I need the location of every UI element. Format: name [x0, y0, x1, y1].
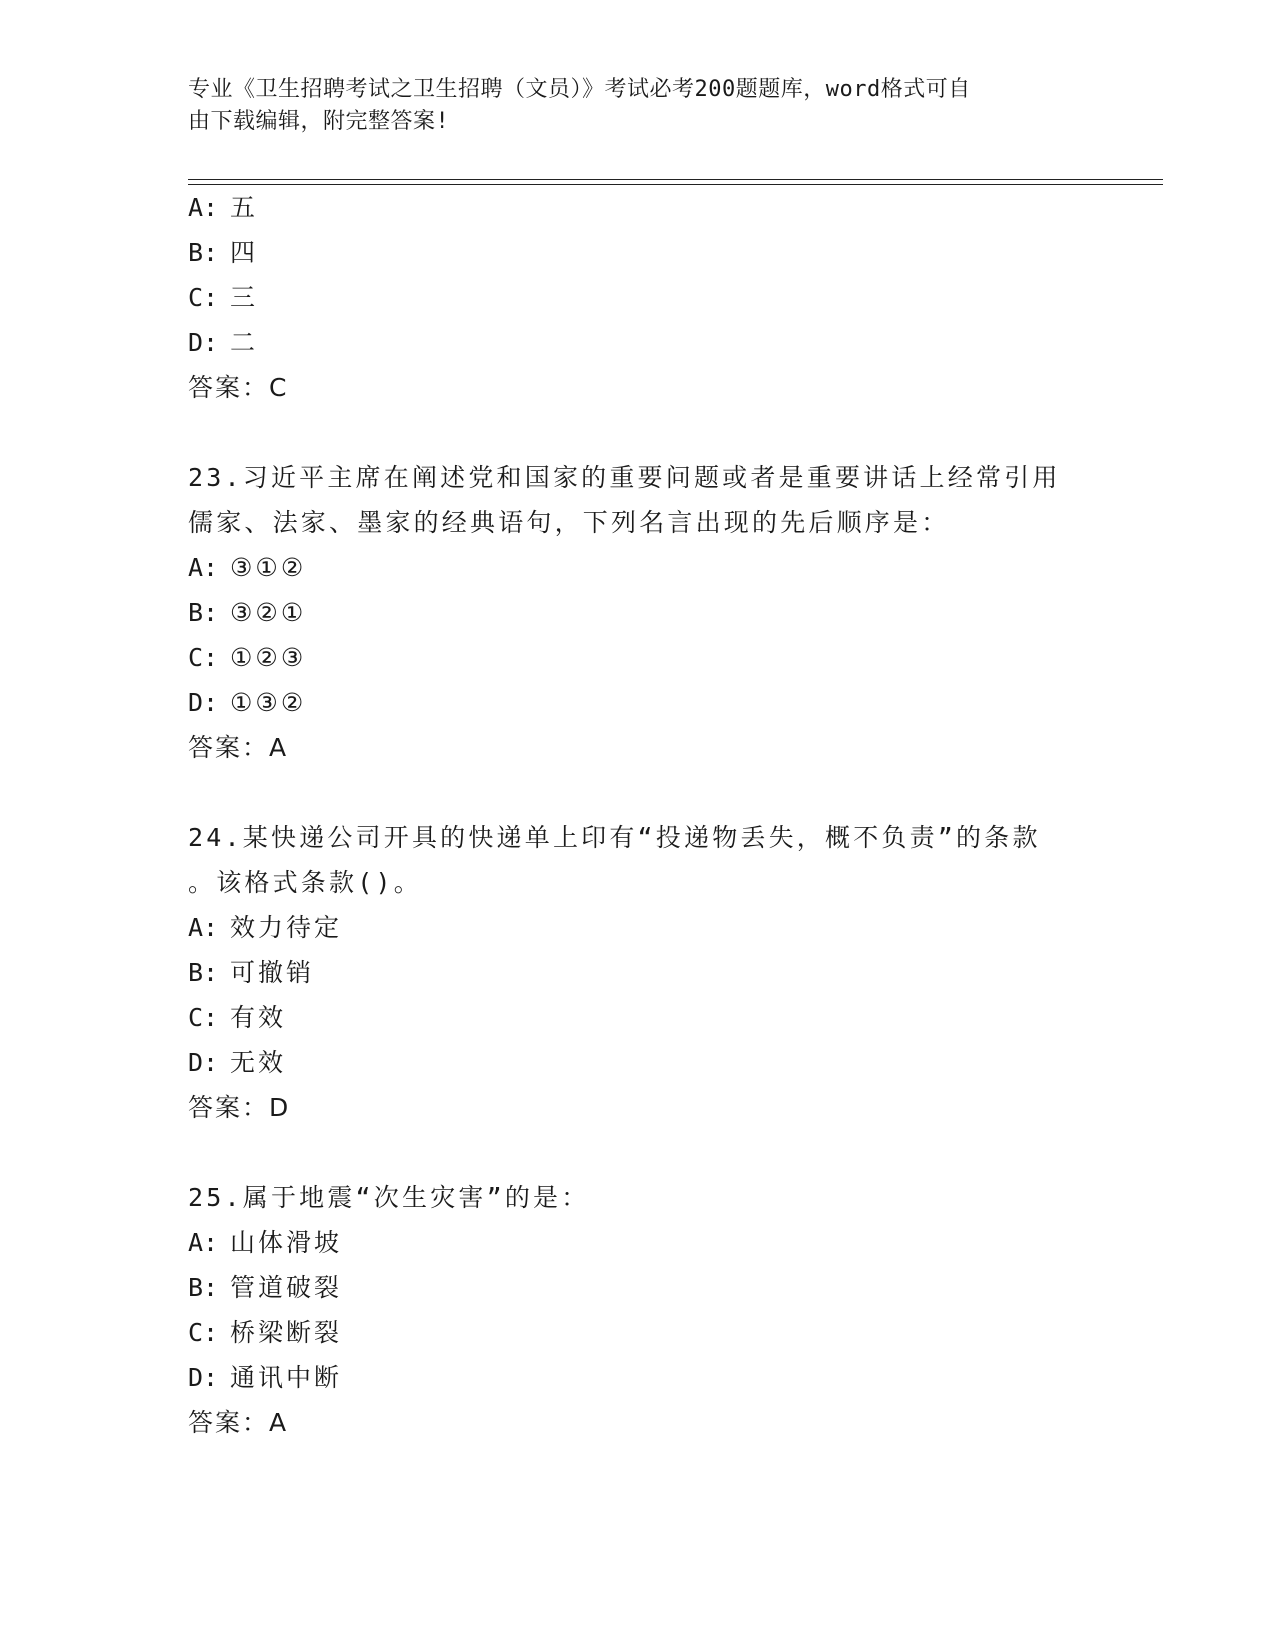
answer-line [188, 1408, 287, 1438]
option-text: 可撤销 [230, 958, 315, 987]
option-letter: D: [188, 1363, 219, 1392]
option-a [188, 913, 342, 943]
option-letter: B: [188, 598, 219, 627]
answer-value: C [269, 373, 288, 402]
header-divider-top [188, 179, 1163, 180]
option-text: 二 [230, 328, 259, 357]
option-letter: C: [188, 1318, 219, 1347]
header-divider-bottom [188, 184, 1163, 185]
question-24-line-1: 24.某快递公司开具的快递单上印有“投递物丢失，概不负责”的条款 [188, 823, 1041, 852]
option-text: 山体滑坡 [230, 1228, 343, 1257]
option-letter: C: [188, 1003, 219, 1032]
option-text: 有效 [230, 1003, 287, 1032]
answer-label: 答案： [188, 1093, 270, 1122]
option-b [188, 958, 314, 988]
option-text: ①②③ [230, 643, 307, 672]
option-c [188, 283, 258, 313]
option-text: 效力待定 [230, 913, 343, 942]
option-d [188, 688, 306, 718]
answer-label: 答案： [188, 373, 270, 402]
option-text: ③②① [230, 598, 307, 627]
option-b [188, 1273, 342, 1303]
header-line-2: 由下载编辑，附完整答案! [188, 109, 450, 134]
answer-line [188, 733, 287, 763]
question-23-line-2: 儒家、法家、墨家的经典语句，下列名言出现的先后顺序是： [188, 508, 950, 537]
option-text: 管道破裂 [230, 1273, 343, 1302]
question-23-line-1: 23.习近平主席在阐述党和国家的重要问题或者是重要讲话上经常引用 [188, 463, 1061, 492]
option-c [188, 1318, 342, 1348]
option-c [188, 1003, 286, 1033]
option-letter: D: [188, 688, 219, 717]
question-25-line-1: 25.属于地震“次生灾害”的是： [188, 1183, 590, 1212]
header-line-1: 专业《卫生招聘考试之卫生招聘（文员）》考试必考200题题库，word格式可自 [188, 77, 971, 102]
option-text: 五 [230, 193, 259, 222]
option-letter: D: [188, 1048, 219, 1077]
answer-label: 答案： [188, 1408, 270, 1437]
option-letter: B: [188, 958, 219, 987]
option-d [188, 1363, 342, 1393]
option-letter: A: [188, 913, 219, 942]
document-header [188, 74, 1088, 138]
option-b [188, 238, 258, 268]
option-a [188, 553, 306, 583]
option-text: 通讯中断 [230, 1363, 343, 1392]
option-a [188, 193, 258, 223]
option-letter: A: [188, 193, 219, 222]
option-letter: A: [188, 1228, 219, 1257]
option-letter: C: [188, 643, 219, 672]
question-24-line-2: 。该格式条款()。 [188, 868, 422, 897]
option-letter: C: [188, 283, 219, 312]
option-text: 无效 [230, 1048, 287, 1077]
answer-line [188, 373, 287, 403]
answer-value: A [269, 733, 288, 762]
option-d [188, 328, 258, 358]
option-letter: A: [188, 553, 219, 582]
option-text: 桥梁断裂 [230, 1318, 343, 1347]
option-letter: B: [188, 238, 219, 267]
option-c [188, 643, 306, 673]
option-d [188, 1048, 286, 1078]
option-b [188, 598, 306, 628]
answer-value: A [269, 1408, 288, 1437]
answer-line [188, 1093, 289, 1123]
option-text: ③①② [230, 553, 307, 582]
option-letter: B: [188, 1273, 219, 1302]
option-a [188, 1228, 342, 1258]
option-text: 四 [230, 238, 259, 267]
option-letter: D: [188, 328, 219, 357]
option-text: ①③② [230, 688, 307, 717]
option-text: 三 [230, 283, 259, 312]
answer-value: D [269, 1093, 290, 1122]
answer-label: 答案： [188, 733, 270, 762]
